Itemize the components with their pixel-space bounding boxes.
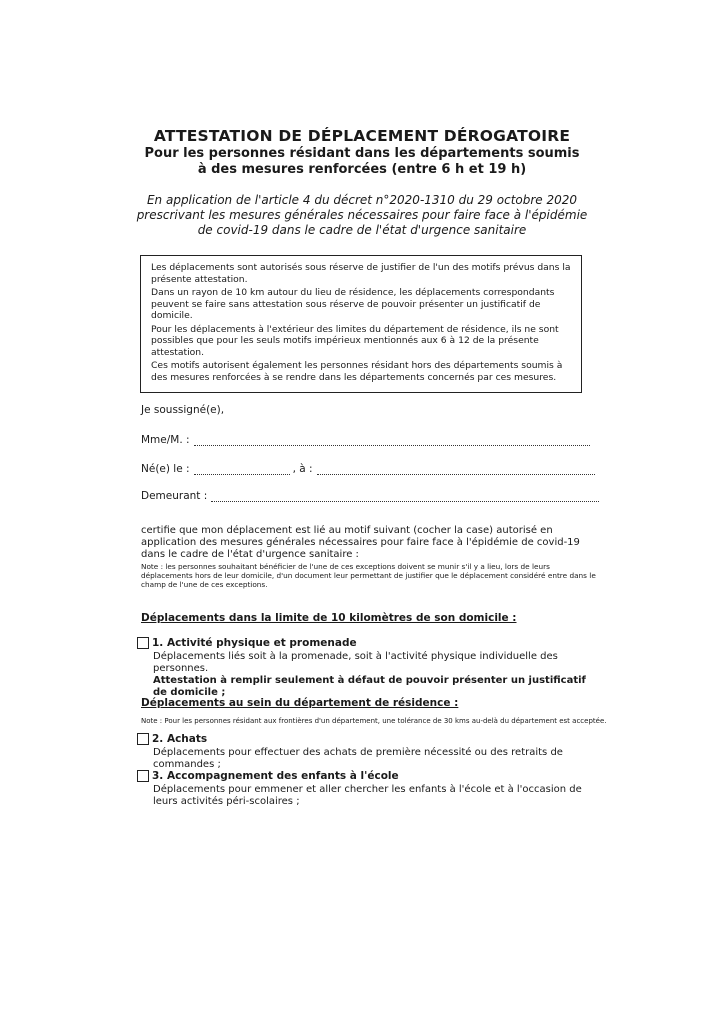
motif-1-title: 1. Activité physique et promenade: [152, 637, 357, 649]
motif-item-1: [137, 637, 597, 699]
birth-field-row: [141, 463, 595, 475]
motif-item-2: [137, 733, 597, 771]
motif-2-description: Déplacements pour effectuer des achats de première nécessité ou des retraits de commandes ;: [153, 747, 563, 770]
name-field-row: [141, 434, 590, 446]
motif-2-checkbox[interactable]: [137, 733, 149, 745]
document-title: ATTESTATION DE DÉPLACEMENT DÉROGATOIRE: [153, 127, 571, 145]
info-paragraph-2: Dans un rayon de 10 km autour du lieu de résidence, les déplacements correspondants peuvent se faire sans attestation sous réserve de pouvoir présenter un justificatif de domicile.: [151, 287, 555, 321]
soussigne-label: Je soussigné(e),: [141, 404, 225, 416]
exceptions-note: Note : les personnes souhaitant bénéficier de l'une de ces exceptions doivent se munir s'il y a lieu, lors de leurs déplacements hors de leur domicile, d'un document leur permettant de justifier que le déplacement considéré entre dans le champ de l'une de ces exceptions.: [141, 562, 596, 589]
birth-place-label: , à :: [292, 463, 313, 475]
motif-1-bold-note: Attestation à remplir seulement à défaut de pouvoir présenter un justificatif de domicile ;: [153, 675, 586, 698]
motif-1-header: [137, 637, 597, 649]
info-paragraph-1: Les déplacements sont autorisés sous réserve de justifier de l'un des motifs prévus dans la présente attestation.: [151, 262, 571, 285]
frontier-note: Note : Pour les personnes résidant aux frontières d'un département, une tolérance de 30 kms au-delà du département est acceptée.: [141, 717, 607, 725]
section-10km-title: Déplacements dans la limite de 10 kilomètres de son domicile :: [141, 612, 517, 624]
subtitle-line-1: Pour les personnes résidant dans les départements soumis: [144, 146, 580, 161]
motif-3-header: [137, 770, 597, 782]
section-department-title: Déplacements au sein du département de résidence :: [141, 697, 459, 709]
motif-2-title: 2. Achats: [152, 733, 208, 745]
decree-reference: [0, 193, 724, 238]
decree-line-2: prescrivant les mesures générales nécessaires pour faire face à l'épidémie: [136, 208, 588, 222]
motif-3-description: Déplacements pour emmener et aller chercher les enfants à l'école et à l'occasion de leurs activités péri-scolaires ;: [153, 784, 582, 807]
motif-3-checkbox[interactable]: [137, 770, 149, 782]
motif-2-header: [137, 733, 597, 745]
decree-line-1: En application de l'article 4 du décret n°2020-1310 du 29 octobre 2020: [146, 193, 578, 207]
motif-item-3: [137, 770, 597, 808]
info-paragraph-4: Ces motifs autorisent également les personnes résidant hors des départements soumis à des mesures renforcées à se rendre dans les départements concernés par ces mesures.: [151, 360, 563, 383]
certification-text: certifie que mon déplacement est lié au motif suivant (cocher la case) autorisé en application des mesures générales nécessaires pour faire face à l'épidémie de covid-19 dans le cadre de l'état d'urgence sanitaire :: [141, 525, 580, 560]
address-input-line[interactable]: [211, 491, 599, 502]
address-field-row: [141, 490, 599, 502]
birth-place-input-line[interactable]: [317, 464, 595, 475]
motif-1-description: Déplacements liés soit à la promenade, soit à l'activité physique individuelle des personnes.: [153, 651, 558, 674]
birth-date-input-line[interactable]: [194, 464, 290, 475]
subtitle-line-2: à des mesures renforcées (entre 6 h et 19 h): [197, 162, 527, 177]
document-subtitle: [0, 146, 724, 178]
decree-line-3: de covid-19 dans le cadre de l'état d'urgence sanitaire: [197, 223, 527, 237]
info-paragraph-3: Pour les déplacements à l'extérieur des limites du département de résidence, ils ne sont possibles que pour les seuls motifs impérieux mentionnés aux 6 à 12 de la présente attestation.: [151, 323, 559, 358]
motif-3-title: 3. Accompagnement des enfants à l'école: [152, 770, 399, 782]
name-label: Mme/M. :: [141, 434, 190, 446]
birth-date-label: Né(e) le :: [141, 463, 190, 475]
name-input-line[interactable]: [194, 435, 590, 446]
motif-1-checkbox[interactable]: [137, 637, 149, 649]
address-label: Demeurant :: [141, 490, 208, 502]
info-box: [140, 255, 582, 393]
